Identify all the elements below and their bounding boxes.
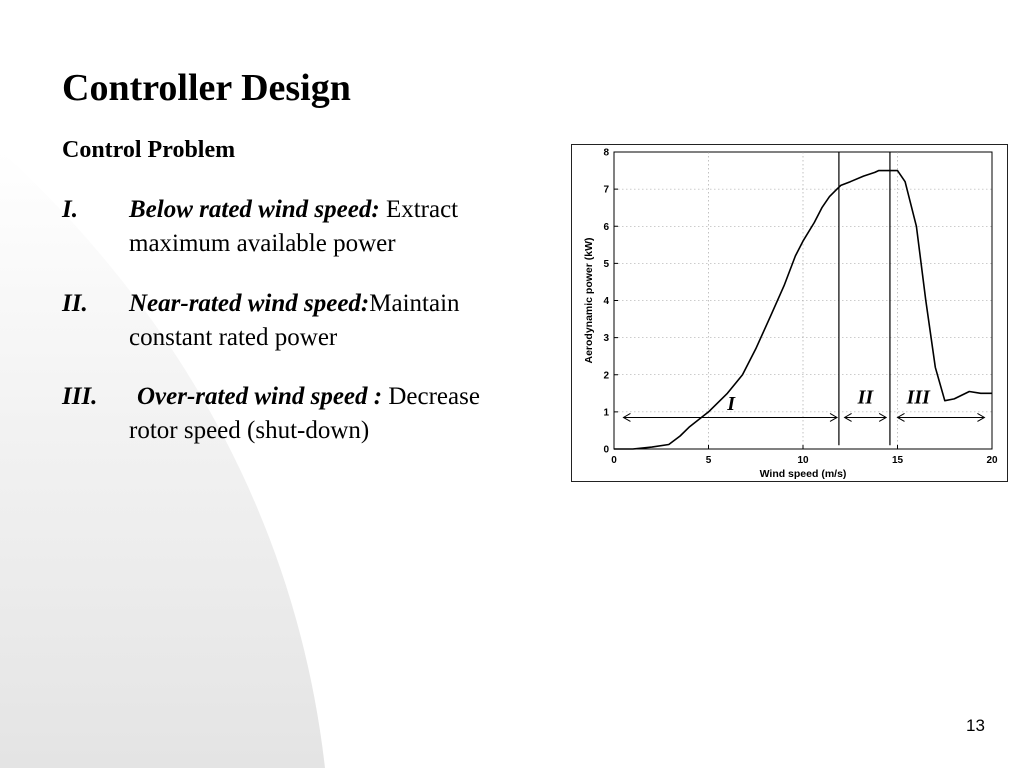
y-tick-label: 5 bbox=[603, 258, 609, 270]
x-axis-label: Wind speed (m/s) bbox=[759, 468, 847, 480]
y-tick-label: 4 bbox=[603, 296, 609, 307]
list-numeral: I. bbox=[62, 196, 78, 223]
y-tick-label: 3 bbox=[603, 333, 609, 345]
slide-subtitle: Control Problem bbox=[62, 137, 236, 163]
y-tick-label: 8 bbox=[603, 147, 609, 159]
y-tick-label: 7 bbox=[603, 184, 609, 196]
list-bold-label: Over-rated wind speed : bbox=[137, 383, 383, 410]
list-text bbox=[129, 193, 458, 261]
y-tick-label: 2 bbox=[603, 370, 609, 382]
page-number: 13 bbox=[966, 716, 985, 735]
list-text-line1: Decrease bbox=[382, 383, 480, 410]
list-bold-label: Near-rated wind speed: bbox=[129, 290, 370, 317]
list-text bbox=[137, 380, 480, 414]
list-bold-label: Below rated wind speed: bbox=[129, 196, 380, 223]
slide-title: Controller Design bbox=[62, 67, 351, 109]
list-numeral: II. bbox=[62, 290, 88, 317]
x-tick-label: 0 bbox=[611, 455, 617, 466]
y-axis-label: Aerodynamic power (kW) bbox=[583, 237, 595, 364]
list-text-line2: constant rated power bbox=[129, 324, 338, 351]
x-tick-label: 15 bbox=[891, 455, 904, 466]
chart-svg bbox=[572, 145, 1009, 483]
power-curve-chart bbox=[571, 144, 1008, 482]
list-text-line2: maximum available power bbox=[129, 230, 396, 257]
y-tick-label: 6 bbox=[603, 221, 609, 233]
region-label: I bbox=[727, 393, 736, 416]
list-text-line1: Extract bbox=[379, 196, 459, 223]
x-tick-label: 10 bbox=[797, 455, 809, 466]
y-tick-label: 0 bbox=[603, 444, 609, 456]
y-tick-label: 1 bbox=[603, 407, 609, 419]
list-text-line2: rotor speed (shut-down) bbox=[129, 417, 370, 444]
x-tick-label: 20 bbox=[986, 455, 998, 466]
region-label: III bbox=[906, 386, 930, 409]
list-text-line1: Maintain bbox=[369, 290, 460, 317]
x-tick-label: 5 bbox=[705, 455, 712, 466]
region-label: II bbox=[857, 386, 874, 409]
list-text bbox=[129, 287, 460, 355]
list-numeral: III. bbox=[62, 383, 98, 410]
